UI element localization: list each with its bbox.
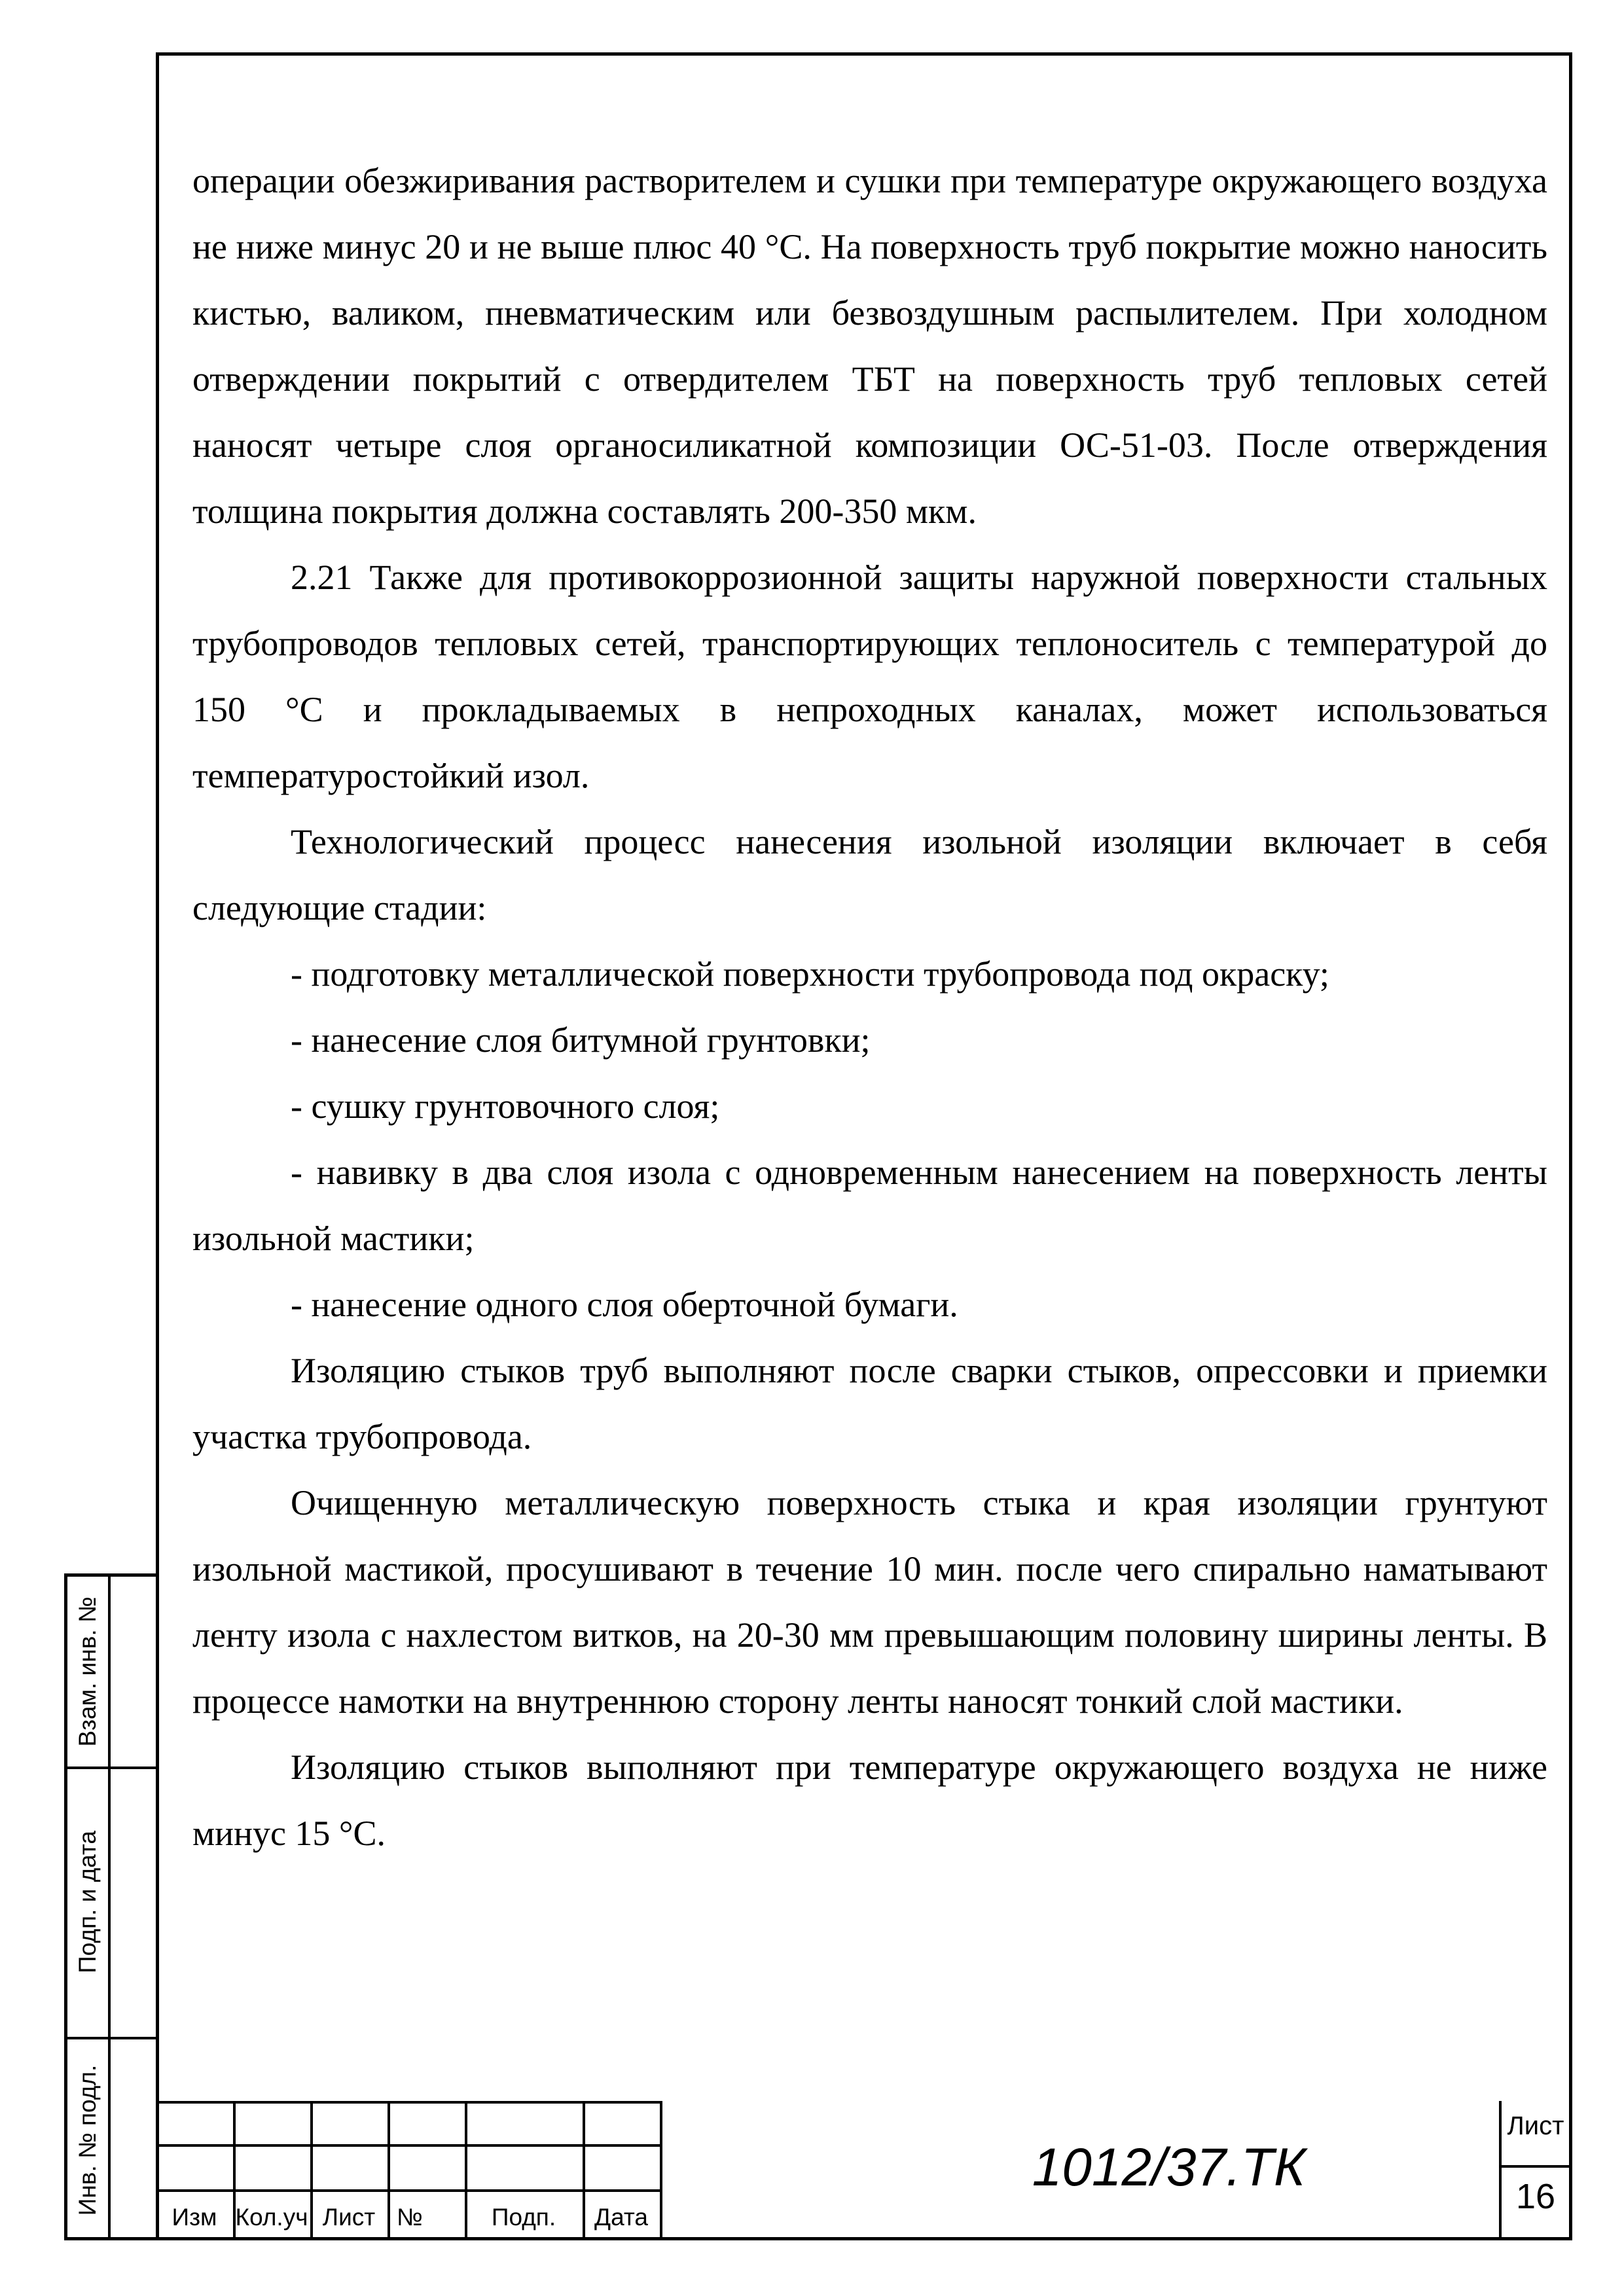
title-block <box>156 2101 1572 2240</box>
document-code: 1012/37.ТК <box>1032 2138 1306 2197</box>
paragraph: Очищенную металлическую поверхность стыка и края изоляции грунтуют изольной мастикой, просушивают в течение 10 мин. после чего спирально наматывают ленту изола с нахлестом витков, на 20-30 мм превышающим половину ширины ленты. В процессе намотки на внутреннюю сторону ленты наносят тонкий слой мастики. <box>192 1483 1547 1721</box>
paragraph: операции обезжиривания растворителем и сушки при температуре окружающего воздуха не ниже минус 20 и не выше плюс 40 °С. На поверхность труб покрытие можно наносить кистью, валиком, пневматическим или безвоздушным распылителем. При холодном отверждении покрытий с отвердителем ТБТ на поверхность труб тепловых сетей наносят четыре слоя органосиликатной композиции ОС-51-03. После отверждения толщина покрытия должна составлять 200-350 мкм. <box>192 161 1547 531</box>
column-date: Дата <box>594 2204 648 2231</box>
paragraph: Изоляцию стыков труб выполняют после сварки стыков, опрессовки и приемки участка трубопровода. <box>192 1351 1547 1456</box>
original-inventory-label: Инв. № подл. <box>74 2064 101 2216</box>
list-item: - нанесение одного слоя оберточной бумаги. <box>291 1285 958 1324</box>
signature-date-label: Подп. и дата <box>74 1830 101 1973</box>
document-body <box>192 148 1547 1867</box>
column-signature: Подп. <box>491 2204 556 2231</box>
column-sheet: Лист <box>322 2204 376 2231</box>
paragraph: Технологический процесс нанесения изольной изоляции включает в себя следующие стадии: <box>192 822 1547 927</box>
replacement-inventory-label: Взам. инв. № <box>74 1596 101 1747</box>
side-stamp-strip <box>64 1573 156 2240</box>
column-quantity: Кол.уч <box>235 2204 308 2231</box>
column-change: Изм <box>171 2204 217 2231</box>
list-item: - сушку грунтовочного слоя; <box>291 1086 720 1126</box>
paragraph: Изоляцию стыков выполняют при температуре окружающего воздуха не ниже минус 15 °С. <box>192 1748 1547 1853</box>
list-item: - нанесение слоя битумной грунтовки; <box>291 1020 871 1060</box>
list-item: - подготовку металлической поверхности трубопровода под окраску; <box>291 954 1329 994</box>
paragraph: 2.21 Также для противокоррозионной защиты наружной поверхности стальных трубопроводов тепловых сетей, транспортирующих теплоноситель с температурой до 150 °С и прокладываемых в непроходных каналах, может использоваться температуростойкий изол. <box>192 558 1547 795</box>
column-doc-number: № <box>397 2204 423 2231</box>
list-item: - навивку в два слоя изола с одновременным нанесением на поверхность ленты изольной мастики; <box>192 1153 1547 1258</box>
sheet-label: Лист <box>1507 2111 1564 2140</box>
side-divider <box>108 1577 111 2237</box>
sheet-number: 16 <box>1515 2177 1556 2216</box>
